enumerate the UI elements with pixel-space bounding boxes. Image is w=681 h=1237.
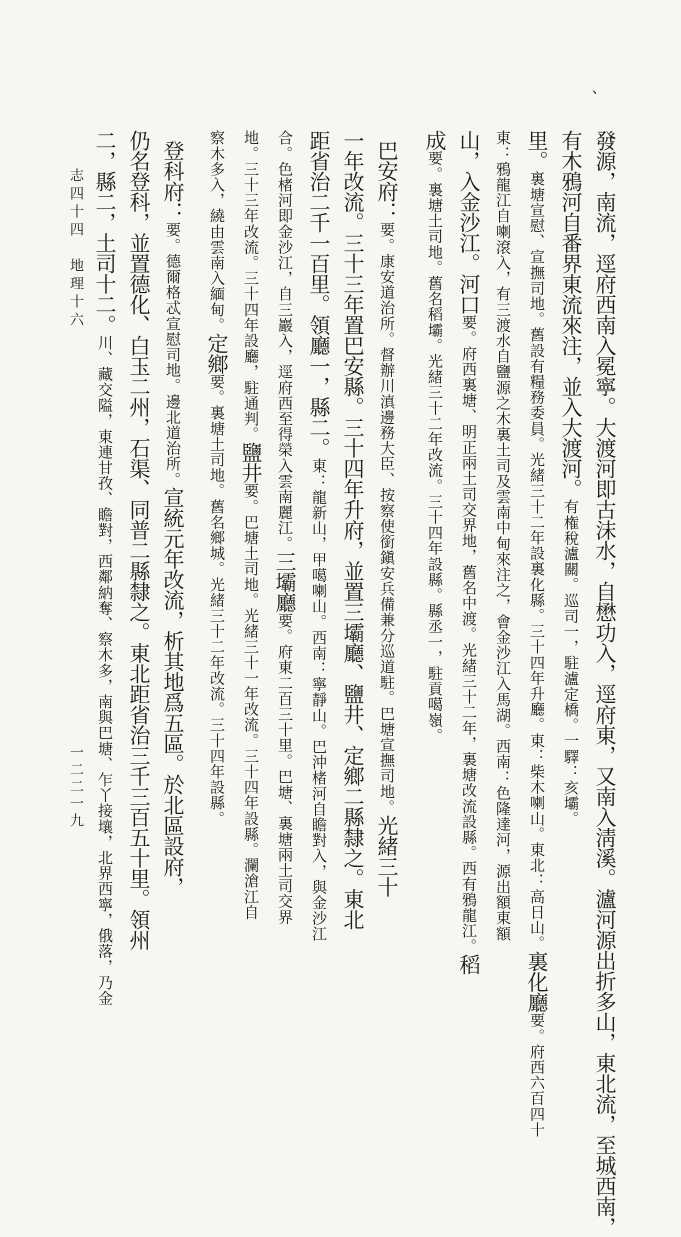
column-text: 里。 bbox=[525, 130, 549, 171]
column-text: 宣統元年改流，析其地爲五區。於北區設府， bbox=[161, 487, 185, 898]
text-column-7 bbox=[372, 140, 402, 940]
column-text: 光緒三十 bbox=[375, 814, 399, 897]
column-note: 東：鴉龍江自喇滾入，有三渡水自鹽源之木裏土司及雲南中甸來注之，會金沙江入馬湖。西南：色隆達河，源出額東額 bbox=[494, 130, 512, 942]
running-title: 志四十四 地理十六 bbox=[68, 168, 84, 330]
text-column-15 bbox=[90, 130, 120, 1006]
text-column-1 bbox=[590, 130, 620, 1237]
column-note: 地。三十三年改流。三十四年設廳，駐通判。 bbox=[242, 130, 260, 442]
text-column-3 bbox=[522, 130, 552, 1138]
column-note: 要。裏塘土司地。舊名稻壩。光緒三十二年改流。三十四年設縣。縣丞一，駐貢噶嶺。 bbox=[426, 150, 444, 744]
column-text: 山，入金沙江。 bbox=[457, 130, 481, 274]
column-note: 要。德爾格忒宣慰司地。邊北道治所。 bbox=[164, 222, 182, 488]
column-text: 二，縣二，土司十二。 bbox=[93, 130, 117, 335]
column-heading: 稻 bbox=[457, 954, 481, 975]
text-column-8 bbox=[338, 130, 368, 930]
column-text: 一年改流。三十三年置巴安縣。三十四年升府，並置三壩廳、鹽井、定鄉二縣隸之。東北 bbox=[341, 130, 365, 930]
column-heading: 三壩廳 bbox=[273, 551, 297, 613]
column-note: 川、藏交隘，東連甘孜、瞻對，西鄰納奪、察木多，南與巴塘、乍丫接壤，北界西寧，俄落，乃金 bbox=[96, 335, 114, 1006]
column-note: 要。府西六百四十 bbox=[528, 1012, 546, 1138]
column-note: 要。裏塘土司地。舊名鄉城。光緒三十二年改流。三十四年設縣。 bbox=[208, 373, 226, 827]
column-heading: 定鄉 bbox=[205, 332, 229, 374]
column-heading: 裏化廳 bbox=[525, 951, 549, 1013]
text-column-5 bbox=[454, 130, 484, 975]
column-note: 要。巴塘土司地。光緒三十一年改流。三十四年設縣。瀾滄江自 bbox=[242, 483, 260, 920]
column-text: 發源，南流，逕府西南入冕寧。大渡河即古沫水，自懋功入，逕府東，又南入淸溪。瀘河源出折多山，東北流，至城西南， bbox=[593, 130, 617, 1237]
text-column-4 bbox=[488, 130, 518, 942]
column-note: 西有鴉龍江。 bbox=[460, 860, 478, 955]
column-text: 距省治二千一百里。領廳一，縣二。 bbox=[307, 130, 331, 458]
column-heading: 河口 bbox=[457, 273, 481, 315]
column-note: 察木多入，繞由雲南入緬甸。 bbox=[208, 130, 226, 333]
margin-mark: 、 bbox=[592, 81, 606, 97]
column-heading: 登科府： bbox=[161, 140, 185, 222]
text-column-9 bbox=[304, 130, 334, 942]
column-note: 合。色楮河即金沙江，自三巖入，逕府西至得榮入雲南麗江。 bbox=[276, 130, 294, 552]
column-note: 要。府西裏塘、明正兩土司交界地，舊名中渡。光緒三十二年，裏塘改流設縣。 bbox=[460, 314, 478, 861]
column-text: 有木鴉河自番界東流來注，並入大渡河。 bbox=[559, 130, 583, 499]
text-column-6 bbox=[420, 130, 450, 930]
column-note: 要。康安道治所。督辦川滇邊務大臣、按察使銜鎭安兵備兼分巡道駐。巴塘宣撫司地。 bbox=[378, 222, 396, 815]
column-text: 仍名登科，並置德化、白玉二州，石渠、同普二縣隸之。東北距省治三千三百五十里。領州 bbox=[127, 130, 151, 950]
text-column-10 bbox=[270, 130, 300, 930]
column-heading: 成 bbox=[423, 130, 447, 151]
column-note: 東：龍新山，甲噶喇山。西南：寧靜山。巴沖楮河自瞻對入，與金沙江 bbox=[310, 458, 328, 942]
column-heading: 巴安府： bbox=[375, 140, 399, 222]
column-heading: 鹽井 bbox=[239, 442, 263, 483]
text-column-11 bbox=[236, 130, 266, 930]
text-column-2 bbox=[556, 130, 586, 930]
column-note: 要。府東二百三十里。巴塘、裏塘兩土司交界 bbox=[276, 612, 294, 925]
text-column-13 bbox=[158, 140, 188, 940]
column-note: 裏塘宣慰、宣撫司地。舊設有糧務委員。光緒三十二年設裏化縣。三十四年升廳。東：柴木喇山。東北：高日山。 bbox=[528, 171, 546, 951]
text-column-14 bbox=[124, 130, 154, 950]
page-number: 一二二一九 bbox=[68, 745, 84, 830]
column-note: 有権稅瀘關。巡司一，駐瀘定橋。一驛：亥壩。 bbox=[562, 499, 580, 827]
text-column-12 bbox=[202, 130, 232, 930]
